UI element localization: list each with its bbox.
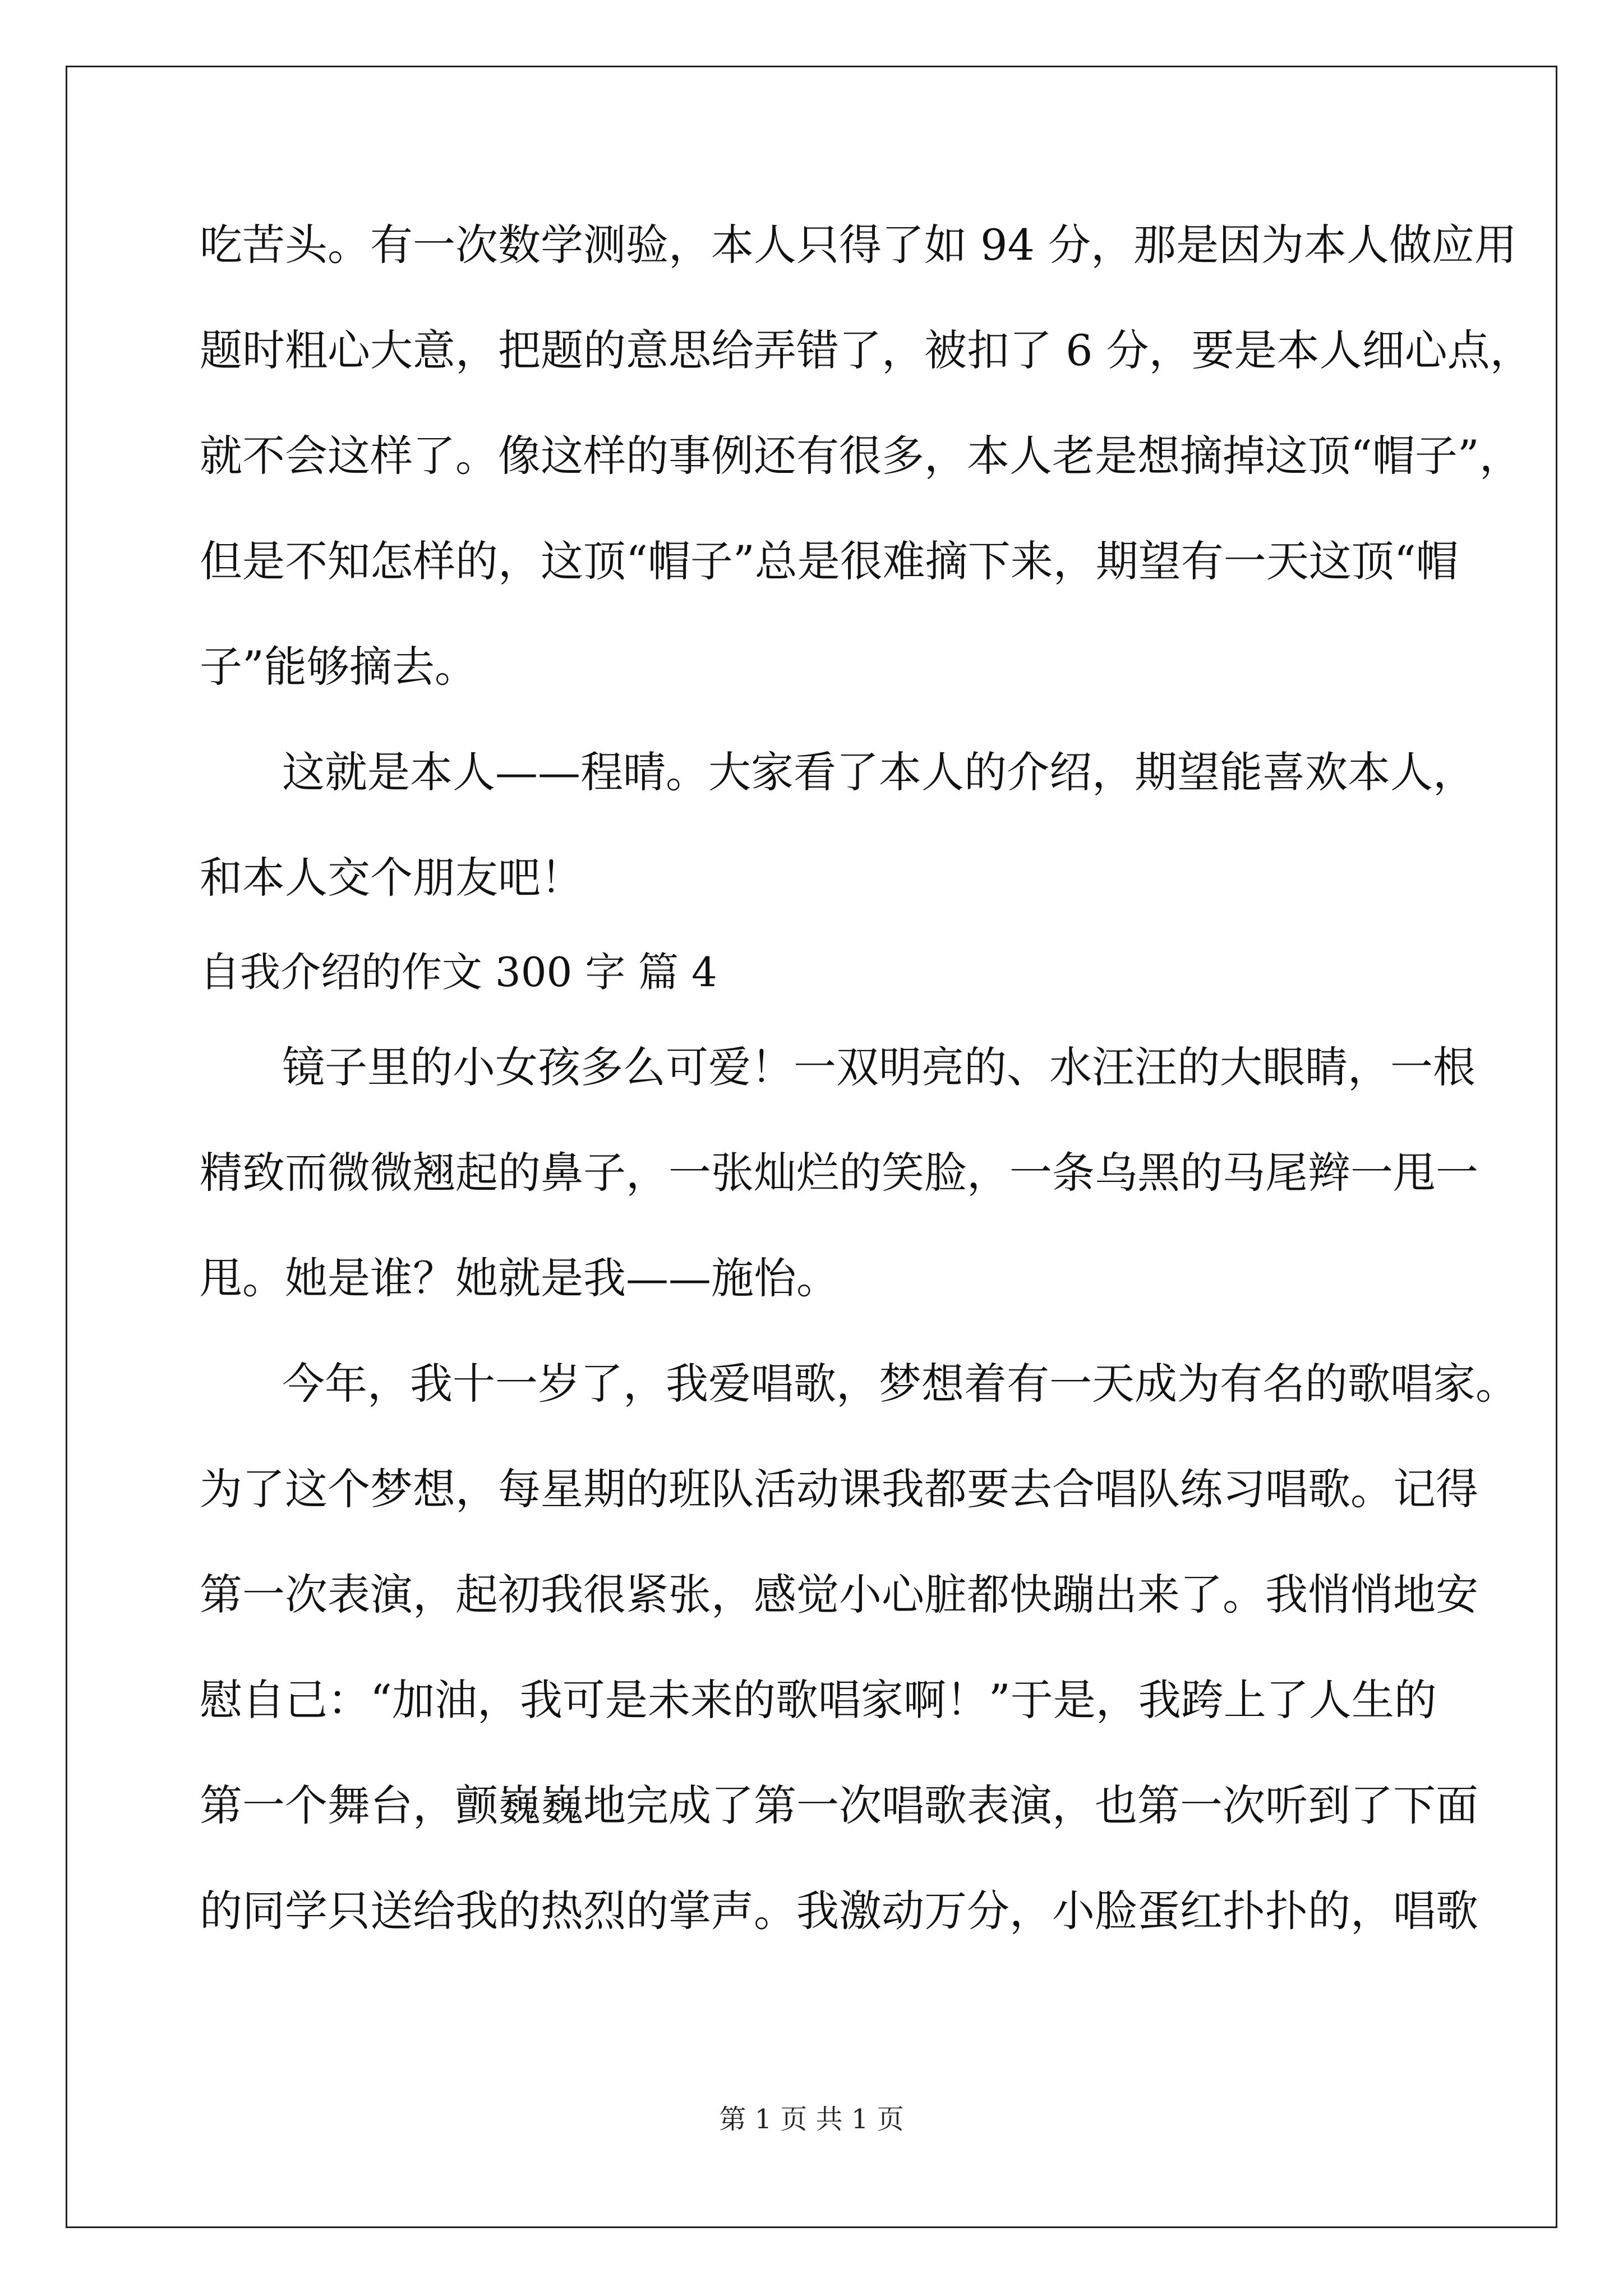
paragraph-line: 的同学只送给我的热烈的掌声。我激动万分，小脸蛋红扑扑的，唱歌 <box>200 1886 1478 1936</box>
paragraph-line: 镜子里的小女孩多么可爱！一双明亮的、水汪汪的大眼睛，一根 <box>282 1042 1476 1092</box>
paragraph-line: 第一次表演，起初我很紧张，感觉小心脏都快蹦出来了。我悄悄地安 <box>200 1570 1478 1619</box>
paragraph-line: 精致而微微翘起的鼻子，一张灿烂的笑脸，一条乌黑的马尾辫一甩一 <box>200 1148 1478 1198</box>
page-number-footer: 第 1 页 共 1 页 <box>719 2104 904 2135</box>
paragraph-line: 但是不知怎样的，这顶“帽子”总是很难摘下来，期望有一天这顶“帽 <box>200 536 1459 586</box>
paragraph-line: 慰自己：“加油，我可是未来的歌唱家啊！”于是，我跨上了人生的 <box>200 1675 1437 1725</box>
paragraph-line: 就不会这样了。像这样的事例还有很多，本人老是想摘掉这顶“帽子”， <box>200 431 1522 481</box>
paragraph-line: 甩。她是谁？她就是我——施怡。 <box>200 1253 839 1303</box>
paragraph-line: 子”能够摘去。 <box>200 642 477 692</box>
paragraph-line: 第一个舞台，颤巍巍地完成了第一次唱歌表演，也第一次听到了下面 <box>200 1780 1478 1830</box>
paragraph-line: 这就是本人——程晴。大家看了本人的介绍，期望能喜欢本人， <box>282 747 1476 797</box>
paragraph-line: 题时粗心大意，把题的意思给弄错了，被扣了 6 分，要是本人细心点， <box>200 325 1533 375</box>
paragraph-line: 吃苦头。有一次数学测验，本人只得了如 94 分，那是因为本人做应用 <box>200 220 1518 270</box>
section-heading: 自我介绍的作文 300 字 篇 4 <box>200 949 717 996</box>
paragraph-line: 今年，我十一岁了，我爱唱歌，梦想着有一天成为有名的歌唱家。 <box>282 1359 1518 1409</box>
paragraph-line: 和本人交个朋友吧！ <box>200 853 583 903</box>
paragraph-line: 为了这个梦想，每星期的班队活动课我都要去合唱队练习唱歌。记得 <box>200 1464 1478 1514</box>
